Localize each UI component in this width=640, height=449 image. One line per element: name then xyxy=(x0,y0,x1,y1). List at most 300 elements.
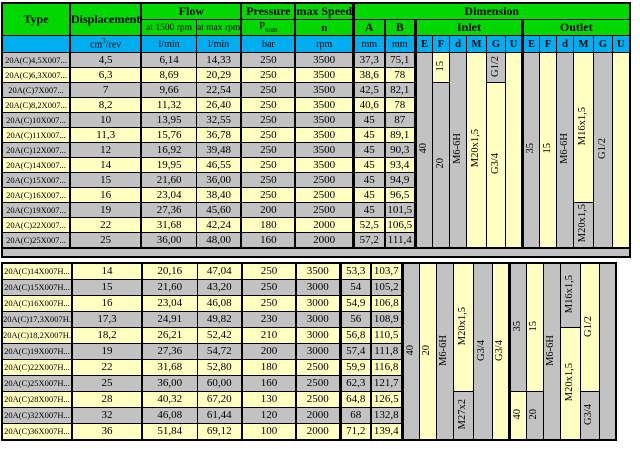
cell-fmax: 45,60 xyxy=(196,203,241,218)
cell-n: 3500 xyxy=(295,128,353,143)
cell-fmax: 54,72 xyxy=(197,344,242,360)
cell-b: 139,4 xyxy=(371,424,402,441)
header-max-speed: max Speed xyxy=(296,4,352,18)
cell-disp: 14 xyxy=(70,158,141,173)
header-flow-at-maxrpm: at max rpm xyxy=(196,20,241,36)
cell-b: 87 xyxy=(385,113,416,128)
dim-subcol-header-inlet-M: M xyxy=(467,36,487,53)
block-separator xyxy=(1,249,631,258)
dim-cell-inlet-M xyxy=(467,53,487,249)
cell-a: 57,4 xyxy=(340,344,371,360)
cell-disp: 17,3 xyxy=(72,312,142,328)
cell-a: 45 xyxy=(354,203,385,218)
cell-p: 250 xyxy=(242,263,296,280)
cell-fmax: 22,54 xyxy=(196,83,241,98)
spec-table-block-1 xyxy=(1,2,631,249)
dim-cell-inlet-E xyxy=(402,263,419,440)
dim-cell-outlet-U xyxy=(599,263,616,440)
cell-f1500: 24,91 xyxy=(142,312,197,328)
cell-n: 3500 xyxy=(295,68,353,83)
dim-cell-label: G3/4 xyxy=(476,339,488,361)
dim-cell-outlet-G xyxy=(580,263,599,392)
cell-f1500: 16,92 xyxy=(141,143,196,158)
cell-f1500: 26,21 xyxy=(142,328,197,344)
header-outlet: Outlet xyxy=(523,20,630,36)
dim-cell-label: G3/4 xyxy=(489,153,501,174)
cell-disp: 22 xyxy=(72,360,142,376)
cell-fmax: 26,40 xyxy=(196,98,241,113)
dim-subcol-header-inlet-d: d xyxy=(450,36,467,53)
cell-disp: 22 xyxy=(70,218,141,233)
cell-fmax: 52,42 xyxy=(197,328,242,344)
header-dimension: Dimension xyxy=(354,3,630,20)
cell-p: 160 xyxy=(241,233,295,249)
unit-displacement xyxy=(70,36,141,53)
cell-p: 100 xyxy=(242,424,296,441)
cell-n: 3000 xyxy=(296,328,340,344)
cell-type: 20A(C)17,3X007H. xyxy=(2,312,72,328)
cell-type: 20A(C)16X007... xyxy=(2,188,70,203)
dim-subcol-header-outlet-G: G xyxy=(594,36,613,53)
cell-a: 54 xyxy=(340,280,371,296)
cell-n: 3500 xyxy=(296,263,340,280)
cell-n: 2500 xyxy=(295,188,353,203)
cell-b: 96,5 xyxy=(385,188,416,203)
cell-a: 45 xyxy=(354,173,385,188)
dim-cell-label: G1/2 xyxy=(583,315,595,337)
dim-cell-label: M20x1,5 xyxy=(577,204,589,243)
cell-n: 3500 xyxy=(295,158,353,173)
cell-p: 120 xyxy=(242,408,296,424)
cell-p: 180 xyxy=(241,218,295,233)
cell-fmax: 38,40 xyxy=(196,188,241,203)
cell-b: 110,5 xyxy=(371,328,402,344)
dim-cell-outlet-d xyxy=(557,53,574,249)
cell-p: 180 xyxy=(242,360,296,376)
cell-n: 3000 xyxy=(296,312,340,328)
cell-type: 20A(C)7X007... xyxy=(2,83,70,98)
cell-n: 2500 xyxy=(295,173,353,188)
cell-b: 101,5 xyxy=(385,203,416,218)
cell-b: 103,7 xyxy=(371,263,402,280)
dim-cell-outlet-G xyxy=(580,392,599,441)
cell-a: 37,3 xyxy=(354,53,385,68)
cell-type: 20A(C)8,2X007... xyxy=(2,98,70,113)
cell-b: 116,8 xyxy=(371,360,402,376)
cell-b: 106,8 xyxy=(371,296,402,312)
cell-fmax: 42,24 xyxy=(196,218,241,233)
cell-p: 250 xyxy=(241,83,295,98)
cell-disp: 7 xyxy=(70,83,141,98)
cell-n: 2500 xyxy=(296,392,340,408)
dim-cell-outlet-M xyxy=(560,328,580,441)
cell-n: 3500 xyxy=(295,83,353,98)
dim-cell-label: M16x1,5 xyxy=(563,274,575,314)
cell-disp: 36 xyxy=(72,424,142,441)
cell-f1500: 23,04 xyxy=(141,188,196,203)
cell-disp: 6,3 xyxy=(70,68,141,83)
cell-p: 230 xyxy=(242,312,296,328)
cell-fmax: 61,44 xyxy=(197,408,242,424)
cell-b: 75,1 xyxy=(385,53,416,68)
cell-type: 20A(C)28X007H... xyxy=(2,392,72,408)
cell-a: 45 xyxy=(354,143,385,158)
cell-f1500: 40,32 xyxy=(142,392,197,408)
cell-b: 89,1 xyxy=(385,128,416,143)
header-inlet: Inlet xyxy=(416,20,523,36)
cell-n: 2000 xyxy=(296,408,340,424)
dim-cell-label: G3/4 xyxy=(493,339,505,361)
cell-p: 250 xyxy=(241,53,295,68)
cell-b: 111,4 xyxy=(385,233,416,249)
cell-type: 20A(C)15X007... xyxy=(2,173,70,188)
cell-a: 45 xyxy=(354,128,385,143)
header-col-b: B xyxy=(385,20,416,36)
cell-fmax: 43,20 xyxy=(197,280,242,296)
cell-a: 45 xyxy=(354,158,385,173)
cell-f1500: 9,66 xyxy=(141,83,196,98)
unit-pressure: bar xyxy=(241,36,295,53)
cell-fmax: 52,80 xyxy=(197,360,242,376)
dim-subcol-header-outlet-M: M xyxy=(574,36,594,53)
cell-b: 93,4 xyxy=(385,158,416,173)
cell-type: 20A(C)6,3X007... xyxy=(2,68,70,83)
cell-b: 78 xyxy=(385,98,416,113)
cell-disp: 16 xyxy=(70,188,141,203)
cell-type: 20A(C)22X007H... xyxy=(2,360,72,376)
cell-type: 20A(C)22X007... xyxy=(2,218,70,233)
cell-fmax: 36,78 xyxy=(196,128,241,143)
dim-cell-label: 40 xyxy=(404,344,416,356)
pnom-base: P xyxy=(259,20,266,33)
dim-subcol-header-outlet-d: d xyxy=(557,36,574,53)
dim-cell-inlet-F xyxy=(433,83,450,249)
dim-cell-label: 15 xyxy=(528,320,540,332)
cell-type: 20A(C)16X007H... xyxy=(2,296,72,312)
header-pnom xyxy=(241,20,295,36)
dim-cell-outlet-U xyxy=(613,53,630,249)
cell-a: 54,9 xyxy=(340,296,371,312)
dim-cell-label: M20x1,5 xyxy=(456,306,468,346)
header-flow: Flow xyxy=(141,3,241,20)
dim-cell-outlet-F xyxy=(540,53,557,249)
dim-cell-inlet-F xyxy=(419,263,436,440)
cell-a: 53,3 xyxy=(340,263,371,280)
cell-type: 20A(C)11X007... xyxy=(2,128,70,143)
unit-b: mm xyxy=(385,36,416,53)
unit-disp-sup: 3 xyxy=(102,37,106,46)
cell-n: 2000 xyxy=(295,233,353,249)
cell-p: 130 xyxy=(242,392,296,408)
dim-cell-inlet-M xyxy=(453,392,473,441)
cell-fmax: 36,00 xyxy=(196,173,241,188)
cell-f1500: 19,95 xyxy=(141,158,196,173)
cell-a: 52,5 xyxy=(354,218,385,233)
dim-cell-label: G1/2 xyxy=(489,55,501,77)
cell-a: 56,8 xyxy=(340,328,371,344)
table-row xyxy=(2,263,616,280)
cell-n: 3000 xyxy=(296,280,340,296)
dim-cell-label: M6-6H xyxy=(451,133,463,164)
dim-cell-label: 35 xyxy=(511,320,523,332)
dim-cell-outlet-E xyxy=(523,53,540,249)
dim-cell-inlet-E xyxy=(416,53,433,249)
dim-cell-inlet-G xyxy=(487,83,506,249)
cell-type: 20A(C)10X007... xyxy=(2,113,70,128)
cell-b: 126,5 xyxy=(371,392,402,408)
cell-a: 45 xyxy=(354,113,385,128)
dim-cell-inlet-G xyxy=(487,53,506,83)
cell-n: 2500 xyxy=(296,360,340,376)
cell-f1500: 8,69 xyxy=(141,68,196,83)
cell-p: 250 xyxy=(242,296,296,312)
cell-n: 3000 xyxy=(296,344,340,360)
dim-cell-label: G1/2 xyxy=(596,138,608,159)
cell-disp: 25 xyxy=(72,376,142,392)
cell-b: 94,9 xyxy=(385,173,416,188)
dim-subcol-header-inlet-F: F xyxy=(433,36,450,53)
dim-cell-label: 35 xyxy=(525,143,537,154)
cell-b: 132,8 xyxy=(371,408,402,424)
cell-f1500: 46,08 xyxy=(142,408,197,424)
cell-type: 20A(C)14X007... xyxy=(2,158,70,173)
unit-a: mm xyxy=(354,36,385,53)
cell-a: 56 xyxy=(340,312,371,328)
dim-cell-label: G3/4 xyxy=(583,403,595,425)
cell-b: 121,7 xyxy=(371,376,402,392)
cell-disp: 28 xyxy=(72,392,142,408)
dim-cell-outlet-M xyxy=(574,53,594,203)
cell-disp: 12 xyxy=(70,143,141,158)
cell-a: 59,9 xyxy=(340,360,371,376)
unit-disp-pre: cm xyxy=(90,39,103,51)
cell-disp: 4,5 xyxy=(70,53,141,68)
dim-cell-inlet-d xyxy=(436,263,453,440)
cell-f1500: 31,68 xyxy=(141,218,196,233)
dim-subcol-header-outlet-U: U xyxy=(613,36,630,53)
cell-n: 2500 xyxy=(295,203,353,218)
cell-f1500: 51,84 xyxy=(142,424,197,441)
dim-cell-outlet-M xyxy=(560,263,580,328)
cell-p: 250 xyxy=(241,113,295,128)
cell-type: 20A(C)18,2X007H. xyxy=(2,328,72,344)
cell-fmax: 67,20 xyxy=(197,392,242,408)
cell-p: 200 xyxy=(242,344,296,360)
cell-fmax: 32,55 xyxy=(196,113,241,128)
cell-type: 20A(C)36X007H... xyxy=(2,424,72,441)
dim-cell-label: 40 xyxy=(418,143,430,154)
cell-n: 2000 xyxy=(295,218,353,233)
cell-fmax: 60,00 xyxy=(197,376,242,392)
cell-p: 250 xyxy=(241,158,295,173)
dim-cell-inlet-F xyxy=(433,53,450,83)
dim-cell-inlet-U xyxy=(506,53,523,249)
dim-subcol-header-inlet-G: G xyxy=(487,36,506,53)
cell-type: 20A(C)25X007... xyxy=(2,233,70,249)
dim-cell-outlet-G xyxy=(594,53,613,249)
dim-cell-label: 40 xyxy=(511,408,523,420)
cell-n: 3000 xyxy=(296,296,340,312)
cell-disp: 25 xyxy=(70,233,141,249)
dim-cell-label: 15 xyxy=(541,143,553,154)
header-n: n xyxy=(295,20,353,36)
cell-n: 2000 xyxy=(296,424,340,441)
cell-type: 20A(C)19X007H... xyxy=(2,344,72,360)
dim-subcol-header-inlet-U: U xyxy=(506,36,523,53)
dim-subcol-header-outlet-E: E xyxy=(523,36,540,53)
dim-cell-label: 20 xyxy=(434,158,446,169)
cell-fmax: 46,55 xyxy=(196,158,241,173)
cell-f1500: 27,36 xyxy=(141,203,196,218)
cell-fmax: 69,12 xyxy=(197,424,242,441)
cell-p: 250 xyxy=(241,188,295,203)
dim-cell-outlet-E xyxy=(509,392,526,441)
cell-f1500: 21,60 xyxy=(142,280,197,296)
cell-f1500: 6,14 xyxy=(141,53,196,68)
table-row xyxy=(2,392,616,408)
dim-subcol-header-inlet-E: E xyxy=(416,36,433,53)
cell-fmax: 39,48 xyxy=(196,143,241,158)
pnom-subscript: nom xyxy=(265,26,278,35)
dim-cell-inlet-G xyxy=(473,263,492,440)
dim-cell-outlet-d xyxy=(543,263,560,440)
cell-f1500: 23,04 xyxy=(142,296,197,312)
cell-a: 71,2 xyxy=(340,424,371,441)
cell-disp: 14 xyxy=(72,263,142,280)
cell-fmax: 14,33 xyxy=(196,53,241,68)
cell-disp: 16 xyxy=(72,296,142,312)
cell-a: 45 xyxy=(354,188,385,203)
dim-cell-label: 20 xyxy=(528,408,540,420)
cell-f1500: 36,00 xyxy=(142,376,197,392)
cell-b: 78 xyxy=(385,68,416,83)
header-row-1 xyxy=(2,3,630,20)
dim-cell-label: M6-6H xyxy=(438,334,450,366)
cell-a: 38,6 xyxy=(354,68,385,83)
cell-p: 210 xyxy=(242,328,296,344)
spec-table-block-2 xyxy=(1,262,617,441)
dim-cell-inlet-M xyxy=(453,263,473,392)
unit-type-empty xyxy=(2,36,70,53)
cell-disp: 15 xyxy=(70,173,141,188)
dim-cell-outlet-F xyxy=(526,263,543,392)
unit-flow-max: l/min xyxy=(196,36,241,53)
cell-disp: 19 xyxy=(72,344,142,360)
cell-type: 20A(C)32X007H... xyxy=(2,408,72,424)
cell-fmax: 20,29 xyxy=(196,68,241,83)
cell-a: 62,3 xyxy=(340,376,371,392)
unit-speed: rpm xyxy=(295,36,353,53)
cell-type: 20A(C)15X007H... xyxy=(2,280,72,296)
dim-cell-label: M20x1,5 xyxy=(563,362,575,402)
cell-a: 68 xyxy=(340,408,371,424)
cell-n: 2500 xyxy=(296,376,340,392)
dim-cell-outlet-F xyxy=(526,392,543,441)
cell-p: 250 xyxy=(241,98,295,113)
dim-cell-label: M20x1,5 xyxy=(470,129,482,168)
cell-f1500: 15,76 xyxy=(141,128,196,143)
unit-flow-1500: l/min xyxy=(141,36,196,53)
dim-cell-outlet-E xyxy=(509,263,526,392)
cell-type: 20A(C)4,5X007... xyxy=(2,53,70,68)
cell-a: 42,5 xyxy=(354,83,385,98)
dim-cell-inlet-d xyxy=(450,53,467,249)
cell-type: 20A(C)19X007... xyxy=(2,203,70,218)
dim-subcol-header-outlet-F: F xyxy=(540,36,557,53)
cell-a: 64,8 xyxy=(340,392,371,408)
dim-cell-label: M16x1,5 xyxy=(577,106,589,146)
cell-disp: 11,3 xyxy=(70,128,141,143)
cell-p: 250 xyxy=(241,128,295,143)
cell-f1500: 27,36 xyxy=(142,344,197,360)
cell-b: 108,9 xyxy=(371,312,402,328)
cell-fmax: 47,04 xyxy=(197,263,242,280)
cell-b: 111,8 xyxy=(371,344,402,360)
dim-cell-inlet-U xyxy=(492,263,509,440)
dim-cell-label: 15 xyxy=(434,60,446,72)
header-displacement: Displacement xyxy=(70,3,141,36)
cell-n: 3500 xyxy=(295,113,353,128)
cell-p: 250 xyxy=(241,68,295,83)
cell-p: 250 xyxy=(241,173,295,188)
dim-cell-label: M27x2 xyxy=(456,398,468,430)
dim-cell-label: M6-6H xyxy=(558,133,570,164)
cell-n: 3500 xyxy=(295,98,353,113)
cell-disp: 18,2 xyxy=(72,328,142,344)
cell-p: 160 xyxy=(242,376,296,392)
cell-f1500: 13,95 xyxy=(141,113,196,128)
cell-type: 20A(C)25X007H... xyxy=(2,376,72,392)
cell-b: 106,5 xyxy=(385,218,416,233)
dim-cell-label: M6-6H xyxy=(545,334,557,366)
cell-type: 20A(C)14X007H... xyxy=(2,263,72,280)
cell-disp: 19 xyxy=(70,203,141,218)
cell-disp: 32 xyxy=(72,408,142,424)
cell-p: 250 xyxy=(242,280,296,296)
cell-f1500: 20,16 xyxy=(142,263,197,280)
cell-b: 82,1 xyxy=(385,83,416,98)
header-row-units xyxy=(2,36,630,53)
cell-disp: 15 xyxy=(72,280,142,296)
unit-disp-post: /rev xyxy=(105,39,122,51)
cell-fmax: 48,00 xyxy=(196,233,241,249)
cell-a: 40,6 xyxy=(354,98,385,113)
header-flow-at-1500rpm: at 1500 rpm xyxy=(141,20,196,36)
cell-fmax: 46,08 xyxy=(197,296,242,312)
cell-n: 3500 xyxy=(295,143,353,158)
cell-p: 200 xyxy=(241,203,295,218)
header-col-a: A xyxy=(354,20,385,36)
cell-n: 3500 xyxy=(295,53,353,68)
cell-b: 105,2 xyxy=(371,280,402,296)
header-pressure: Pressure xyxy=(241,3,295,20)
cell-f1500: 21,60 xyxy=(141,173,196,188)
cell-a: 57,2 xyxy=(354,233,385,249)
cell-f1500: 36,00 xyxy=(141,233,196,249)
dim-cell-outlet-M xyxy=(574,203,594,249)
cell-f1500: 11,32 xyxy=(141,98,196,113)
cell-disp: 8,2 xyxy=(70,98,141,113)
cell-fmax: 49,82 xyxy=(197,312,242,328)
header-type: Type xyxy=(2,3,70,36)
cell-f1500: 31,68 xyxy=(142,360,197,376)
dim-cell-label: 20 xyxy=(421,344,433,356)
cell-disp: 10 xyxy=(70,113,141,128)
cell-type: 20A(C)12X007... xyxy=(2,143,70,158)
cell-p: 250 xyxy=(241,143,295,158)
cell-b: 90,3 xyxy=(385,143,416,158)
table-row xyxy=(2,53,630,68)
